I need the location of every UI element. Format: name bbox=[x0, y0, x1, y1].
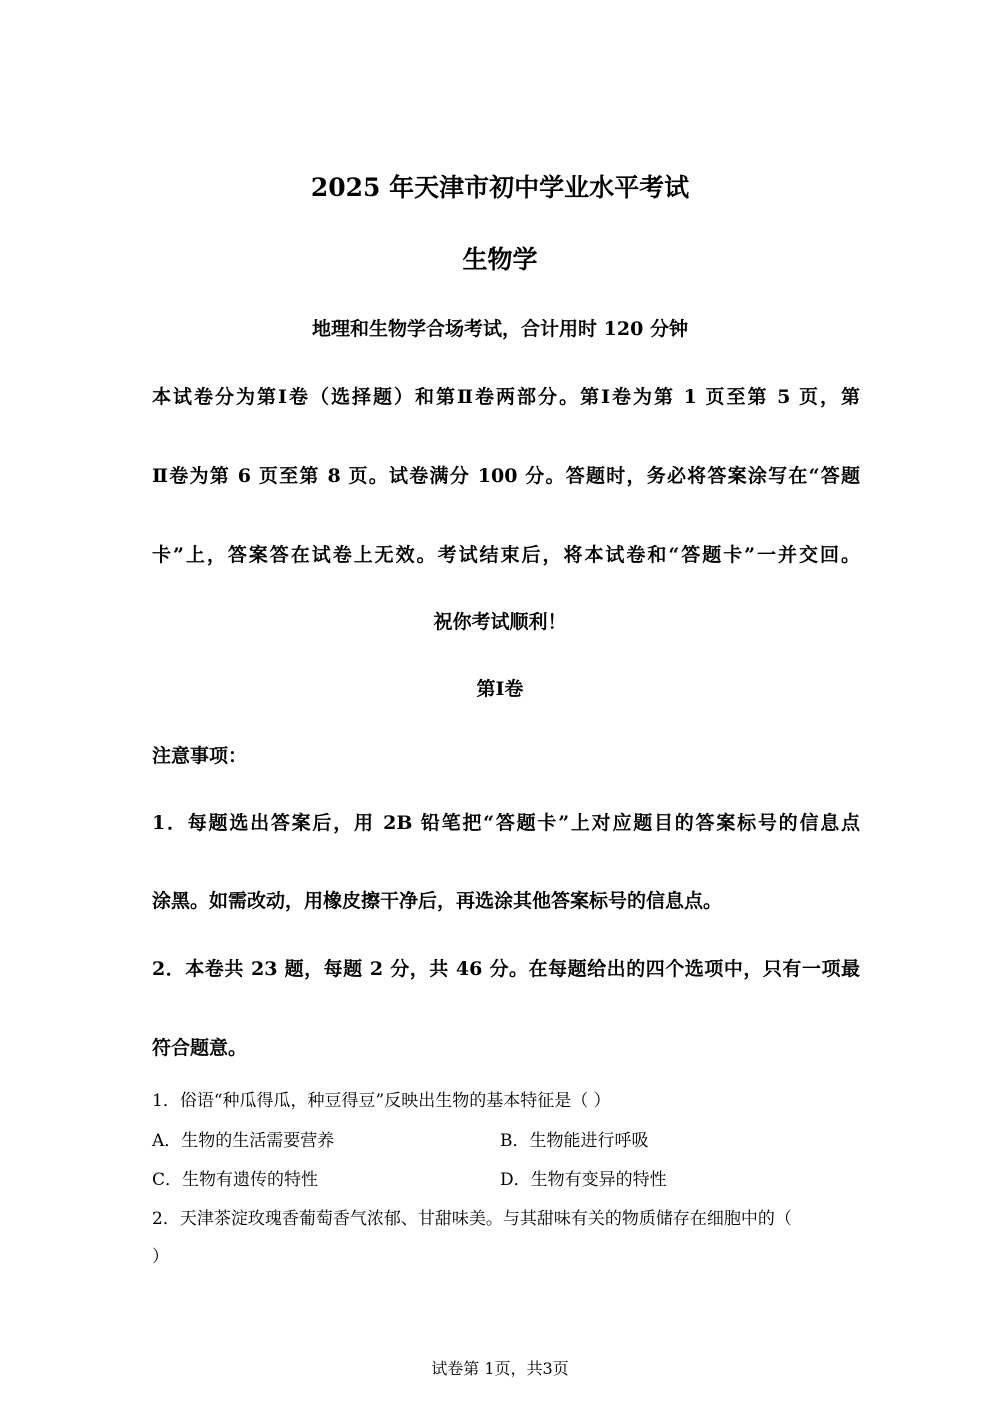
notice-2-line-1: 2．本卷共 23 题，每题 2 分，共 46 分。在每题给出的四个选项中，只有一项最 bbox=[152, 958, 860, 980]
notice-2-line-2: 符合题意。 bbox=[152, 1037, 248, 1059]
intro-line-1: 本试卷分为第Ⅰ卷（选择题）和第Ⅱ卷两部分。第Ⅰ卷为第 1 页至第 5 页，第 bbox=[152, 386, 860, 408]
good-luck-line: 祝你考试顺利！ bbox=[433, 611, 567, 633]
section-title: 第Ⅰ卷 bbox=[476, 678, 524, 700]
question-2-stem-continued: ） bbox=[152, 1247, 169, 1267]
page-title: 2025 年天津市初中学业水平考试 bbox=[310, 173, 690, 202]
intro-line-3: 卡”上，答案答在试卷上无效。考试结束后，将本试卷和“答题卡”一并交回。 bbox=[152, 544, 860, 566]
intro-line-2: Ⅱ卷为第 6 页至第 8 页。试卷满分 100 分。答题时，务必将答案涂写在“答题 bbox=[152, 465, 860, 487]
notice-1-line-2: 涂黑。如需改动，用橡皮擦干净后，再选涂其他答案标号的信息点。 bbox=[152, 890, 723, 912]
question-2-stem: 2．天津茶淀玫瑰香葡萄香气浓郁、甘甜味美。与其甜味有关的物质储存在细胞中的（ bbox=[152, 1209, 792, 1229]
subject-heading: 生物学 bbox=[462, 245, 538, 274]
question-1-option-c: C．生物有遗传的特性 bbox=[152, 1170, 319, 1190]
question-1-stem: 1．俗语“种瓜得瓜，种豆得豆”反映出生物的基本特征是（ ） bbox=[152, 1091, 611, 1111]
notice-1-line-1: 1．每题选出答案后，用 2B 铅笔把“答题卡”上对应题目的答案标号的信息点 bbox=[152, 812, 860, 834]
question-1-option-d: D．生物有变异的特性 bbox=[500, 1170, 667, 1190]
question-1-option-a: A．生物的生活需要营养 bbox=[152, 1131, 335, 1151]
notice-heading: 注意事项： bbox=[152, 745, 248, 767]
page-footer: 试卷第 1页，共3页 bbox=[431, 1359, 569, 1378]
question-1-option-b: B．生物能进行呼吸 bbox=[500, 1131, 649, 1151]
exam-subtitle: 地理和生物学合场考试，合计用时 120 分钟 bbox=[312, 318, 688, 340]
